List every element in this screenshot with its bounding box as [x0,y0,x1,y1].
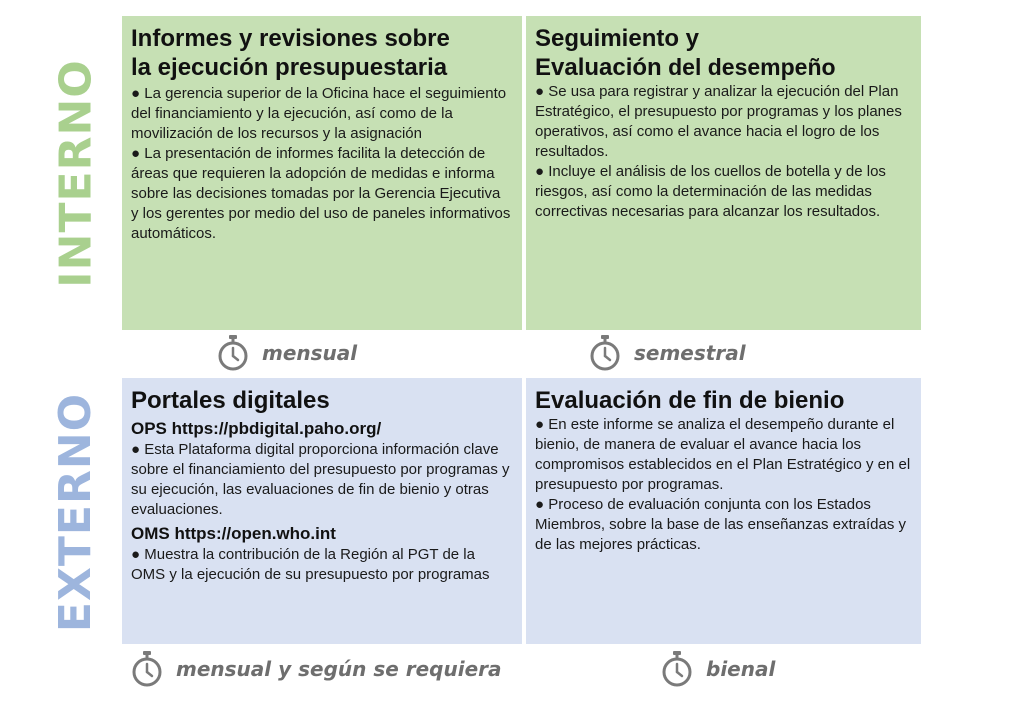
frequency-portales-text: mensual y según se requiera [176,657,502,681]
informes-title [131,24,512,82]
stopwatch-icon [216,334,250,372]
seguimiento-bullet-1: ● Se usa para registrar y analizar la ejecución del Plan Estratégico, el presupuesto por programas y los planes operativos, así como el avance hacia el logro de los resultados. [535,83,902,160]
seguimiento-title [535,24,911,82]
ops-heading: OPS https://pbdigital.paho.org/ [131,419,382,438]
informes-title-line2: la ejecución presupuestaria [131,54,448,81]
frequency-seguimiento [588,334,746,372]
external-side-label [36,380,116,644]
frequency-evaluacion [660,650,775,688]
oms-heading: OMS https://open.who.int [131,524,336,543]
frequency-portales [130,650,502,688]
seguimiento-bullet-2: ● Incluye el análisis de los cuellos de botella y de los riesgos, así como la determinación de las medidas correctivas necesarias para alcanzar los resultados. [535,163,886,220]
evaluacion-box [526,378,921,644]
internal-side-label [36,18,116,328]
seguimiento-title-rest: del desempeño [661,54,836,80]
frequency-informes-text: mensual [262,341,358,365]
evaluacion-bullet-1: ● En este informe se analiza el desempeño durante el bienio, de manera de evaluar el avance hacia los compromisos establecidos en el Plan Estratégico y en el presupuesto por programas. [535,416,911,493]
seguimiento-box [526,16,921,330]
seguimiento-title-main: Evaluación [535,54,662,81]
stopwatch-icon [660,650,694,688]
frequency-evaluacion-text: bienal [706,657,776,681]
evaluacion-title: Evaluación de fin de bienio [535,387,845,414]
informes-box [122,16,522,330]
ops-bullet: ● Esta Plataforma digital proporciona información clave sobre el financiamiento del presupuesto por programas y su ejecución, las evaluaciones de fin de bienio y otras evaluaciones. [131,441,510,518]
stopwatch-icon [588,334,622,372]
informes-bullet-2: ● La presentación de informes facilita la detección de áreas que requieren la adopción de medidas e informa sobre las decisiones tomadas por la Gerencia Ejecutiva y los gerentes por medio del uso de paneles informativos automáticos. [131,145,511,242]
informes-bullet-1: ● La gerencia superior de la Oficina hace el seguimiento del financiamiento y la ejecución, así como de la movilización de los recursos y la asignación [131,85,507,142]
seguimiento-title-line1: Seguimiento y [535,25,700,52]
external-label-text: EXTERNO [50,392,102,632]
frequency-informes [216,334,357,372]
portales-title: Portales digitales [131,387,330,414]
oms-bullet: ● Muestra la contribución de la Región al PGT de la OMS y la ejecución de su presupuesto por programas [131,546,490,583]
frequency-seguimiento-text: semestral [634,341,746,365]
evaluacion-bullet-2: ● Proceso de evaluación conjunta con los Estados Miembros, sobre la base de las enseñanzas extraídas y de las mejores prácticas. [535,496,907,553]
informes-title-line1: Informes y revisiones sobre [131,25,450,52]
internal-label-text: INTERNO [50,58,102,288]
stopwatch-icon [130,650,164,688]
portales-box [122,378,522,644]
